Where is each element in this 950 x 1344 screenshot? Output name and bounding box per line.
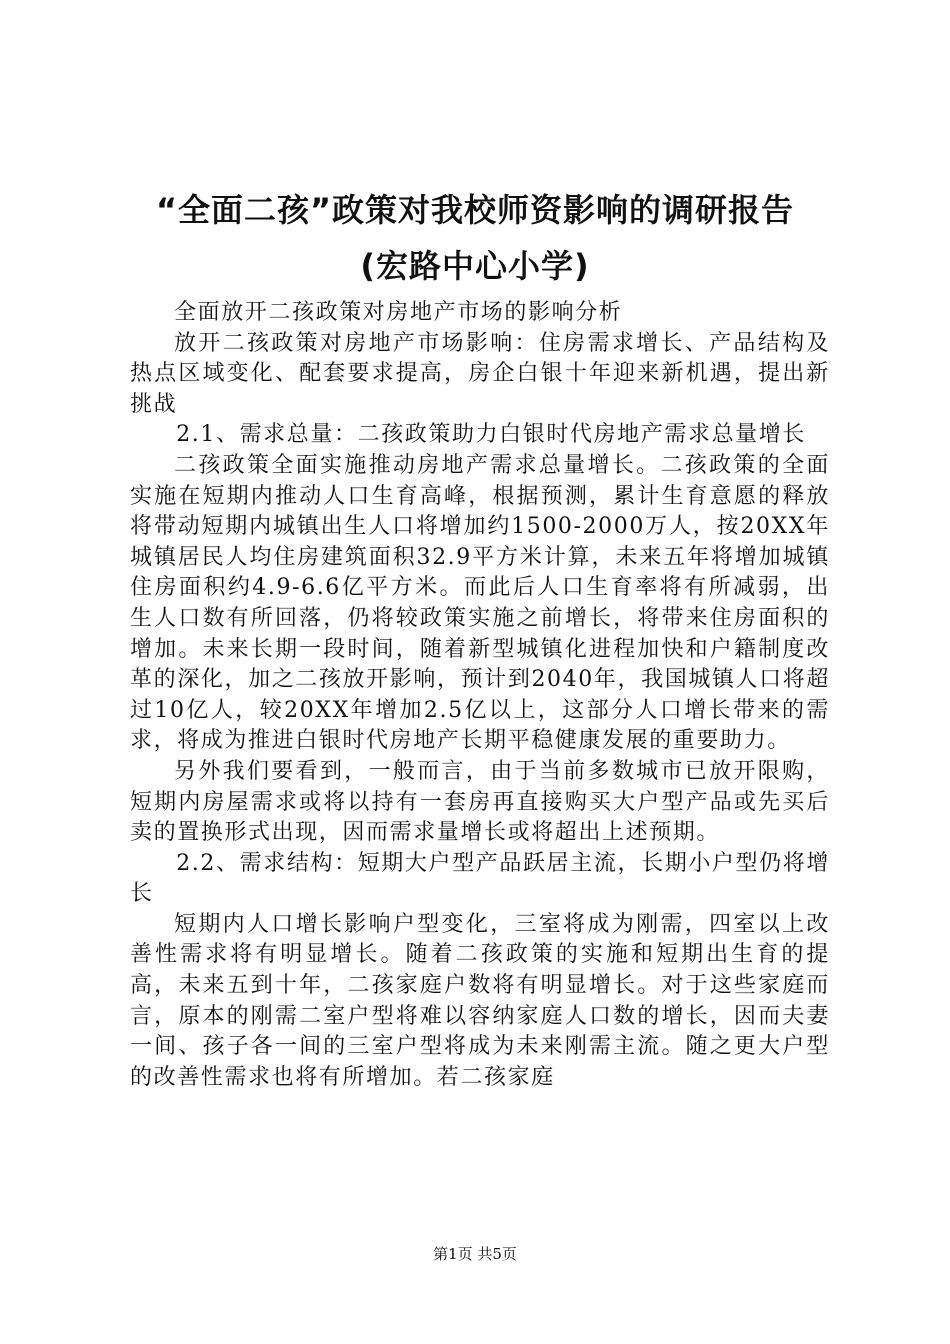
paragraph-heading: 全面放开二孩政策对房地产市场的影响分析 — [174, 300, 623, 325]
paragraph: 短期内人口增长影响户型变化，三室将成为刚需，四室以上改善性需求将有明显增长。随着二孩政策的实施和短期出生育的提高，未来五到十年，二孩家庭户数将有明显增长。对于这些家庭而言，原本的刚需二室户型将难以容纳家庭人口数的增长，因而夫妻一间、孩子各一间的三室户型将成为未来刚需主流。随之更大户型的改善性需求也将有所增加。若二孩家庭 — [130, 911, 830, 1090]
paragraph: 放开二孩政策对房地产市场影响：住房需求增长、产品结构及热点区域变化、配套要求提高，房企白银十年迎来新机遇，提出新挑战 — [130, 330, 830, 417]
section-heading: 2.1、需求总量：二孩政策助力白银时代房地产需求总量增长 — [176, 422, 806, 448]
paragraph: 二孩政策全面实施推动房地产需求总量增长。二孩政策的全面实施在短期内推动人口生育高峰，根据预测，累计生育意愿的释放将带动短期内城镇出生人口将增加约1500-2000万人，按20XX年城镇居民人均住房建筑面积32.9平方米计算，未来五年将增加城镇住房面积约4.9-6.6亿平方米。而此后人口生育率将有所减弱，出生人口数有所回落，仍将较政策实施之前增长，将带来住房面积的增加。未来长期一段时间，随着新型城镇化进程加快和户籍制度改革的深化，加之二孩放开影响，预计到2040年，我国城镇人口将超过10亿人，较20XX年增加2.5亿以上，这部分人口增长带来的需求，将成为推进白银时代房地产长期平稳健康发展的重要助力。 — [130, 452, 830, 754]
page-number: 第1页 共5页 — [433, 1245, 517, 1263]
document-title: “全面二孩”政策对我校师资影响的调研报告 — [155, 191, 795, 229]
document-body — [130, 298, 830, 1093]
document-subtitle: (宏路中心小学) — [360, 247, 590, 285]
paragraph: 另外我们要看到，一般而言，由于当前多数城市已放开限购，短期内房屋需求或将以持有一套房再直接购买大户型产品或先买后卖的置换形式出现，因而需求量增长或将超出上述预期。 — [130, 758, 830, 846]
section-heading: 2.2、需求结构：短期大户型产品跃居主流，长期小户型仍将增长 — [130, 850, 830, 907]
